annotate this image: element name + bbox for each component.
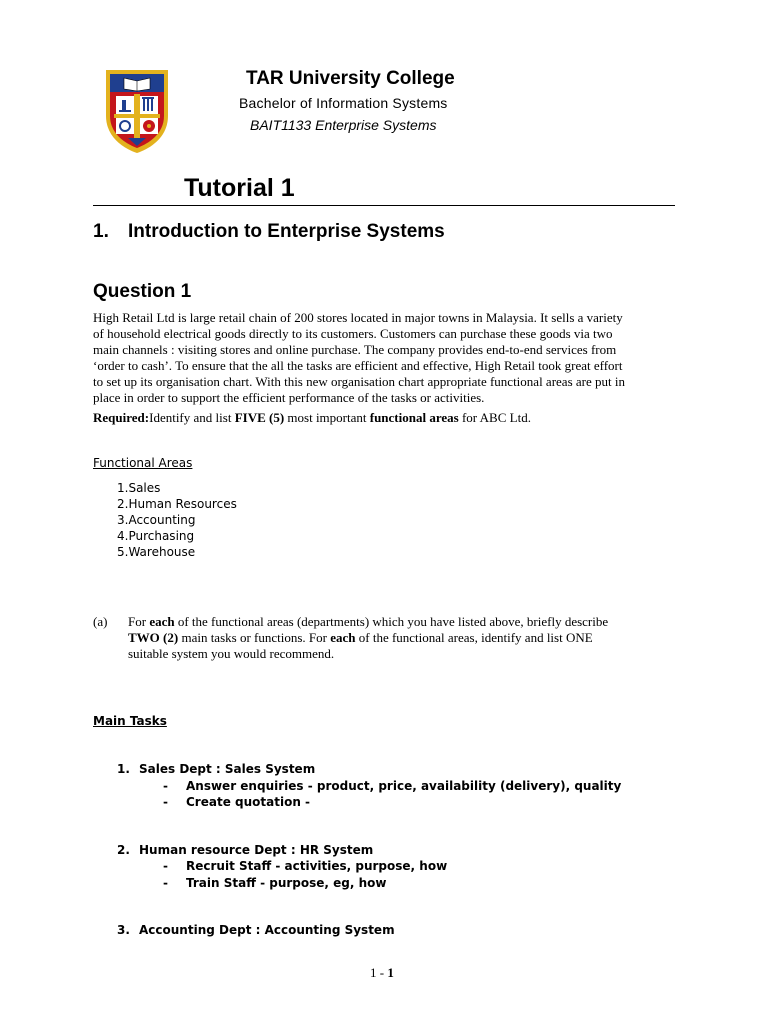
task-text: Answer enquiries - product, price, availability (delivery), quality	[186, 779, 622, 793]
list-item-label: Warehouse	[128, 545, 196, 559]
list-item	[117, 480, 237, 496]
required-emphasis: FIVE (5)	[234, 410, 285, 425]
part-a-emphasis: TWO (2)	[128, 630, 179, 645]
part-a-text-run: For	[128, 614, 150, 629]
task-text: Create quotation -	[186, 795, 311, 809]
dept-title: Accounting Dept : Accounting System	[139, 923, 395, 937]
required-instruction	[93, 410, 531, 426]
required-emphasis: functional areas	[369, 410, 459, 425]
part-a-emphasis: each	[149, 614, 175, 629]
page-number-prefix: 1 -	[370, 965, 388, 980]
required-label: Required:	[93, 410, 150, 425]
list-item-label: Accounting	[128, 513, 196, 527]
list-item-number: 1.	[117, 481, 129, 495]
task-bullet: -	[163, 876, 168, 890]
question-body-line: main channels : visiting stores and online purchase. The company provides end-to-end services from	[93, 342, 617, 357]
required-text: most important	[284, 410, 370, 425]
question-body-line: ‘order to cash’. To ensure that the all the tasks are efficient and effective, High Retail took great effort	[93, 358, 623, 373]
task-text: Train Staff - purpose, eg, how	[186, 876, 387, 890]
question-body-line: place in order to support the efficient performance of the tasks or activities.	[93, 390, 485, 405]
functional-areas-list	[117, 480, 237, 560]
part-a-emphasis: each	[330, 630, 356, 645]
dept-number: 2.	[117, 843, 130, 857]
question-body-line: to set up its organisation chart. With this new organisation chart appropriate functional areas are put in	[93, 374, 625, 389]
list-item	[117, 496, 237, 512]
list-item	[117, 528, 237, 544]
list-item-number: 3.	[117, 513, 129, 527]
question-body-line: of household electrical goods directly to its customers. Customers can purchase these goods via two	[93, 326, 613, 341]
part-a-line	[128, 630, 674, 646]
list-item	[117, 512, 237, 528]
question-title: Question 1	[93, 281, 192, 302]
list-item-label: Human Resources	[128, 497, 237, 511]
section-title: Introduction to Enterprise Systems	[128, 221, 445, 242]
section-number: 1.	[93, 221, 109, 242]
list-item-label: Purchasing	[128, 529, 195, 543]
task-text: Recruit Staff - activities, purpose, how	[186, 859, 448, 873]
part-a-text-run: of the functional areas, identify and list ONE	[355, 630, 593, 645]
list-item	[117, 544, 237, 560]
part-a-line: suitable system you would recommend.	[128, 646, 335, 661]
required-text: Identify and list	[149, 410, 235, 425]
course-name: BAIT1133 Enterprise Systems	[250, 117, 437, 133]
task-bullet: -	[163, 779, 168, 793]
tutorial-title: Tutorial 1	[184, 174, 295, 202]
task-bullet: -	[163, 859, 168, 873]
dept-number: 1.	[117, 762, 130, 776]
list-item-number: 4.	[117, 529, 129, 543]
dept-title: Sales Dept : Sales System	[139, 762, 316, 776]
part-a-line	[128, 614, 674, 630]
part-a-text-run: of the functional areas (departments) which you have listed above, briefly describe	[174, 614, 609, 629]
part-a-text-run: main tasks or functions. For	[178, 630, 331, 645]
functional-areas-heading: Functional Areas	[93, 456, 193, 470]
dept-number: 3.	[117, 923, 130, 937]
part-a-label: (a)	[93, 614, 108, 629]
question-body	[93, 310, 675, 406]
main-tasks-heading: Main Tasks	[93, 714, 167, 728]
task-bullet: -	[163, 795, 168, 809]
required-text: for ABC Ltd.	[458, 410, 531, 425]
title-divider	[93, 205, 675, 206]
question-body-line: High Retail Ltd is large retail chain of 200 stores located in major towns in Malaysia. It sells a variety	[93, 310, 623, 325]
list-item-number: 2.	[117, 497, 129, 511]
university-crest-logo	[104, 68, 170, 154]
list-item-label: Sales	[128, 481, 161, 495]
page-number-value: 1	[387, 965, 394, 980]
dept-title: Human resource Dept : HR System	[139, 843, 374, 857]
page-number	[370, 965, 394, 981]
program-name: Bachelor of Information Systems	[239, 95, 448, 111]
part-a-text	[128, 614, 674, 662]
institution-name: TAR University College	[246, 68, 455, 89]
list-item-number: 5.	[117, 545, 129, 559]
